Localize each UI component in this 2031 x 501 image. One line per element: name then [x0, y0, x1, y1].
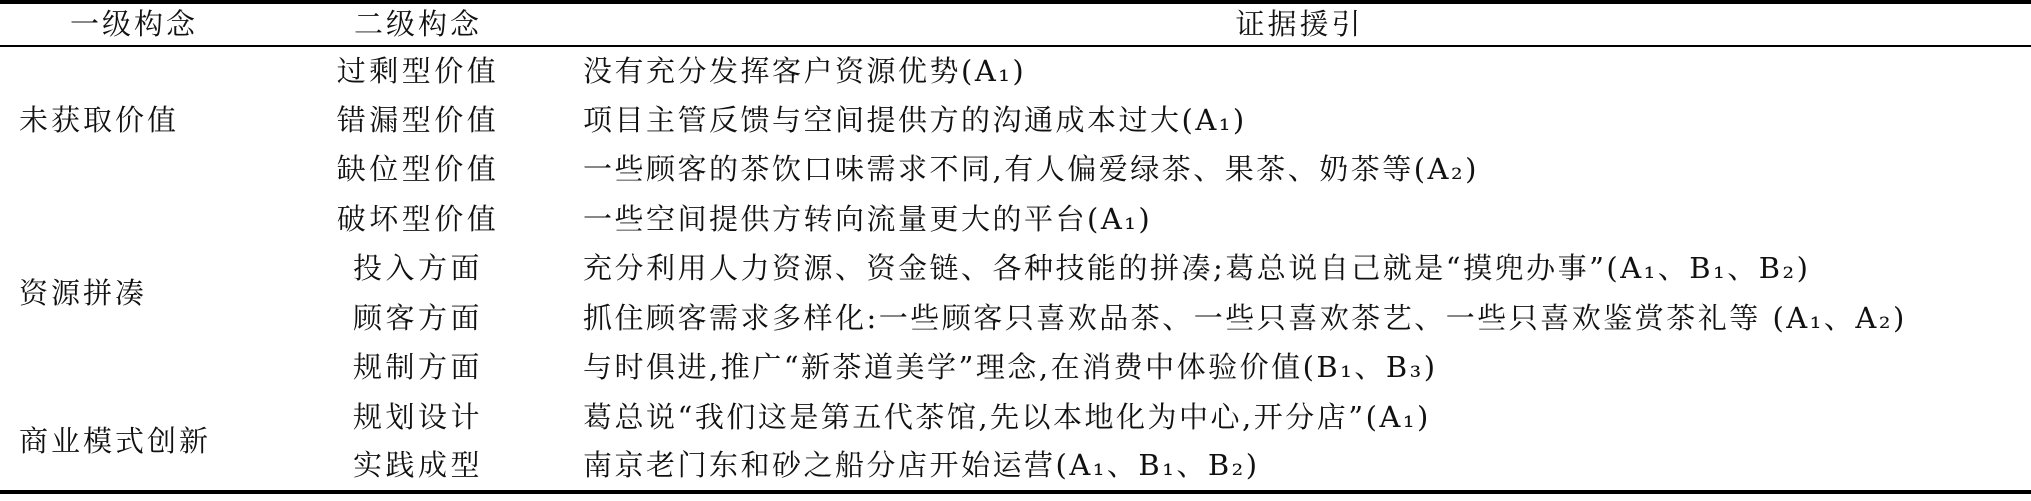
evidence-cell: 葛总说“我们这是第五代茶馆,先以本地化为中心,开分店”(A₁)	[583, 399, 1431, 434]
table-row	[0, 195, 2031, 245]
evidence-cell: 南京老门东和砂之船分店开始运营(A₁、B₁、B₂)	[583, 448, 1260, 483]
primary-construct-cell: 商业模式创新	[19, 423, 212, 458]
table-row	[0, 294, 2031, 344]
table-row	[0, 343, 2031, 393]
evidence-cell: 一些空间提供方转向流量更大的平台(A₁)	[583, 201, 1153, 236]
evidence-cell: 没有充分发挥客户资源优势(A₁)	[583, 53, 1027, 88]
secondary-construct-cell: 缺位型价值	[336, 152, 500, 187]
table-row	[0, 393, 2031, 443]
table-row	[0, 442, 2031, 492]
header-evidence: 证据援引	[536, 2, 2031, 46]
evidence-cell: 抓住顾客需求多样化:一些顾客只喜欢品茶、一些只喜欢茶艺、一些只喜欢鉴赏茶礼等 (A₁、A₂)	[583, 300, 1907, 335]
table-row	[0, 46, 2031, 96]
table-row	[0, 145, 2031, 195]
secondary-construct-cell: 实践成型	[352, 448, 483, 483]
secondary-construct-cell: 破坏型价值	[336, 201, 500, 236]
header-row	[0, 2, 2031, 46]
secondary-construct-cell: 投入方面	[352, 251, 483, 286]
secondary-construct-cell: 规制方面	[352, 350, 483, 385]
evidence-cell: 与时俱进,推广“新茶道美学”理念,在消费中体验价值(B₁、B₃)	[583, 350, 1438, 385]
primary-construct-cell: 资源拼凑	[19, 276, 148, 310]
evidence-cell: 一些顾客的茶饮口味需求不同,有人偏爱绿茶、果茶、奶茶等(A₂)	[583, 152, 1479, 187]
primary-construct-cell: 未获取价值	[19, 103, 180, 138]
secondary-construct-cell: 错漏型价值	[336, 102, 500, 137]
secondary-construct-cell: 规划设计	[352, 399, 483, 434]
table-header	[0, 2, 2031, 46]
table-row	[0, 96, 2031, 146]
evidence-cell: 充分利用人力资源、资金链、各种技能的拼凑;葛总说自己就是“摸兜办事”(A₁、B₁、B₂)	[583, 251, 1811, 286]
secondary-construct-cell: 过剩型价值	[336, 53, 500, 88]
header-primary-construct: 一级构念	[0, 2, 300, 46]
evidence-cell: 项目主管反馈与空间提供方的沟通成本过大(A₁)	[583, 102, 1247, 137]
table-body	[0, 46, 2031, 492]
secondary-construct-cell: 顾客方面	[352, 300, 483, 335]
header-secondary-construct: 二级构念	[300, 2, 536, 46]
table-row	[0, 244, 2031, 294]
